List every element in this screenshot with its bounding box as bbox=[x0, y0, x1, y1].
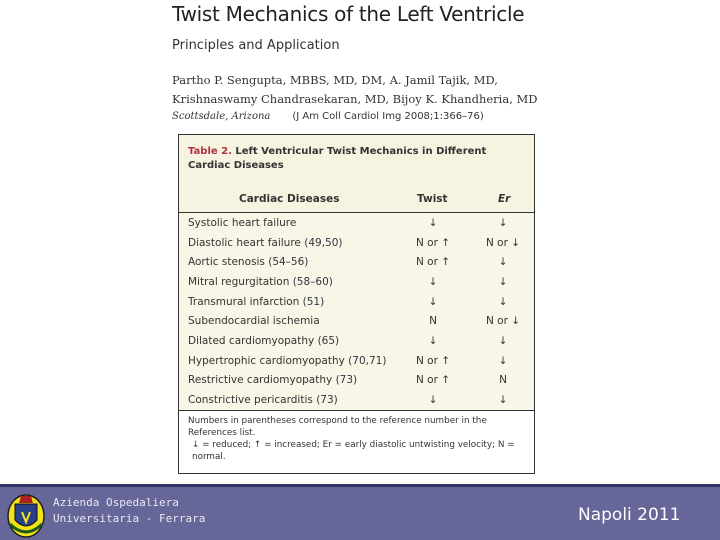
slide-subtitle: Principles and Application bbox=[172, 38, 340, 53]
disease-name: Diastolic heart failure bbox=[188, 236, 301, 249]
table-row bbox=[179, 252, 534, 272]
er-cell: ↓ bbox=[498, 394, 508, 407]
disease-name: Aortic stenosis bbox=[188, 256, 265, 269]
er-cell: ↓ bbox=[498, 256, 508, 269]
table-row bbox=[179, 331, 534, 351]
table-label: Table 2. bbox=[188, 146, 232, 157]
disease-name: Subendocardial ischemia bbox=[188, 315, 320, 328]
footer-bar bbox=[0, 484, 720, 540]
reference: (73) bbox=[335, 374, 358, 387]
column-header-disease: Cardiac Diseases bbox=[239, 193, 340, 205]
hospital-crest-logo bbox=[6, 490, 46, 538]
twist-cell: N or ↑ bbox=[415, 256, 451, 269]
disease-table bbox=[178, 134, 535, 474]
note: ↓ = reduced; ↑ = increased; Er = early diastolic untwisting velocity; N = normal. bbox=[192, 439, 515, 462]
disease-name: Mitral regurgitation bbox=[188, 275, 290, 288]
table-row bbox=[179, 351, 534, 371]
er-cell: N bbox=[499, 374, 507, 387]
column-header-twist: Twist bbox=[417, 193, 448, 205]
twist-cell: ↓ bbox=[428, 394, 438, 407]
citation: (J Am Coll Cardiol Img 2008;1:366–76) bbox=[292, 111, 484, 122]
table-header bbox=[179, 135, 534, 213]
org-line: Azienda Ospedaliera bbox=[53, 496, 179, 509]
org-line: Universitaria - Ferrara bbox=[53, 512, 206, 525]
disease-cell bbox=[179, 296, 393, 308]
disease-cell bbox=[179, 315, 393, 327]
twist-cell: N or ↑ bbox=[415, 236, 451, 249]
disease-name: Hypertrophic cardiomyopathy bbox=[188, 354, 345, 367]
reference: (65) bbox=[317, 334, 340, 347]
reference: (70,71) bbox=[348, 354, 387, 367]
er-cell: N or ↓ bbox=[485, 315, 521, 328]
twist-cell: ↓ bbox=[428, 216, 438, 229]
er-cell: ↓ bbox=[498, 354, 508, 367]
disease-cell bbox=[179, 256, 393, 268]
location: Scottsdale, Arizona bbox=[172, 111, 271, 122]
er-cell: ↓ bbox=[498, 275, 508, 288]
table-row bbox=[179, 390, 534, 410]
disease-name: Systolic heart failure bbox=[188, 216, 297, 229]
er-cell: ↓ bbox=[498, 295, 508, 308]
disease-name: Restrictive cardiomyopathy bbox=[188, 374, 333, 387]
table-row bbox=[179, 311, 534, 331]
disease-cell bbox=[179, 276, 393, 288]
table-row bbox=[179, 233, 534, 253]
disease-cell bbox=[179, 394, 393, 406]
disease-name: Dilated cardiomyopathy bbox=[188, 334, 315, 347]
twist-cell: ↓ bbox=[428, 295, 438, 308]
twist-cell: ↓ bbox=[428, 275, 438, 288]
authors-line: Partho P. Sengupta, MBBS, MD, DM, A. Jamil Tajik, MD, bbox=[172, 73, 498, 87]
location-citation bbox=[172, 111, 484, 122]
twist-cell: ↓ bbox=[428, 334, 438, 347]
slide-title: Twist Mechanics of the Left Ventricle bbox=[172, 2, 525, 26]
er-cell: ↓ bbox=[498, 216, 508, 229]
reference: (58–60) bbox=[292, 275, 333, 288]
column-header-er: Er bbox=[498, 193, 511, 205]
note: Numbers in parentheses correspond to the reference number in the References list. bbox=[188, 415, 487, 438]
authors bbox=[172, 71, 538, 109]
disease-cell bbox=[179, 217, 393, 229]
disease-name: Constrictive pericarditis bbox=[188, 394, 313, 407]
twist-cell: N or ↑ bbox=[415, 374, 451, 387]
authors-line: Krishnaswamy Chandrasekaran, MD, Bijoy K. Khandheria, MD bbox=[172, 92, 538, 106]
disease-cell bbox=[179, 237, 393, 249]
table-row bbox=[179, 371, 534, 391]
organization-name bbox=[53, 495, 205, 527]
reference: (49,50) bbox=[304, 236, 343, 249]
table-row bbox=[179, 292, 534, 312]
disease-cell bbox=[179, 355, 393, 367]
table-body bbox=[179, 213, 534, 410]
table-notes bbox=[179, 410, 534, 470]
er-cell: N or ↓ bbox=[485, 236, 521, 249]
caption-text: Left Ventricular Twist Mechanics in Different Cardiac Diseases bbox=[188, 146, 487, 171]
table-row bbox=[179, 272, 534, 292]
twist-cell: N or ↑ bbox=[415, 354, 451, 367]
er-cell: ↓ bbox=[498, 334, 508, 347]
disease-name: Transmural infarction bbox=[188, 295, 300, 308]
reference: (73) bbox=[316, 394, 338, 407]
event-label: Napoli 2011 bbox=[578, 505, 681, 525]
table-row bbox=[179, 213, 534, 233]
disease-cell bbox=[179, 374, 393, 386]
twist-cell: N bbox=[429, 315, 437, 328]
reference: (54–56) bbox=[268, 256, 309, 269]
disease-cell bbox=[179, 335, 393, 347]
table-caption bbox=[188, 145, 508, 173]
reference: (51) bbox=[302, 295, 325, 308]
